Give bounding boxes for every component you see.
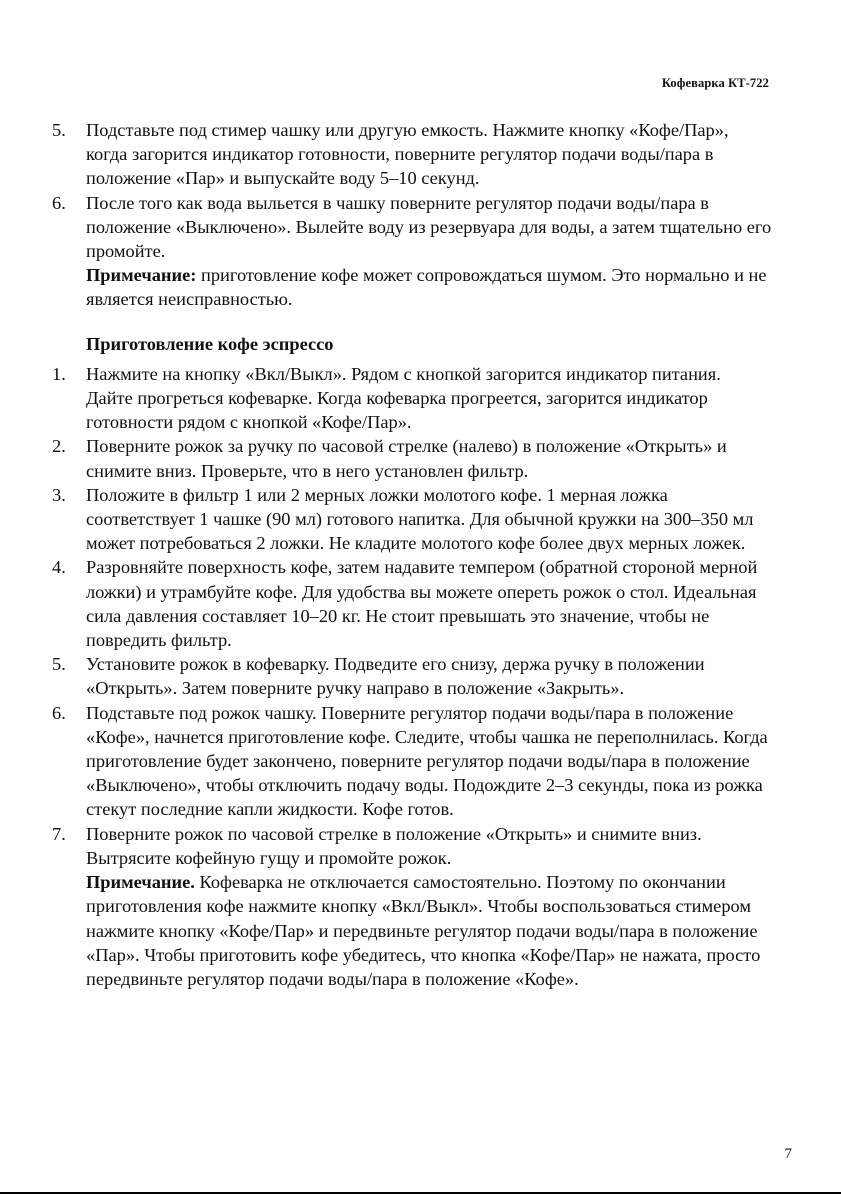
espresso-steps-list	[52, 362, 772, 870]
list-item-number: 5.	[52, 120, 66, 140]
instructions-list-continued	[52, 118, 772, 263]
note-label: Примечание.	[86, 872, 195, 893]
note-text: Кофеварка не отключается самостоятельно. Поэтому по окончании приготовления кофе нажмите кнопку «Вкл/Выкл». Чтобы воспользоваться стимером нажмите кнопку «Кофе/Пар» и передвиньте регулятор подачи воды/пара в положение «Пар». Чтобы приготовить кофе убедитесь, что кнопка «Кофе/Пар» не нажата, просто передвиньте регулятор подачи воды/пара в положение «Кофе».	[86, 872, 761, 989]
section-heading: Приготовление кофе эспрессо	[86, 333, 334, 354]
note-label: Примечание:	[86, 265, 197, 286]
list-item-text: Установите рожок в кофеварку. Подведите его снизу, держа ручку в положении «Открыть». Затем поверните ручку направо в положение «Закрыть».	[86, 654, 705, 699]
list-item-text: После того как вода выльется в чашку поверните регулятор подачи воды/пара в положение «Выключено». Вылейте воду из резервуара для воды, а затем тщательно его промойте.	[86, 192, 772, 262]
list-item	[52, 434, 772, 482]
list-item	[52, 362, 772, 435]
running-header: Кофеварка КТ-722	[661, 76, 769, 90]
note-paragraph	[52, 870, 772, 991]
list-item-text: Поверните рожок за ручку по часовой стрелке (налево) в положение «Открыть» и снимите вниз. Проверьте, что в него установлен фильтр.	[86, 436, 727, 481]
page-content	[52, 118, 772, 991]
list-item-text: Положите в фильтр 1 или 2 мерных ложки молотого кофе. 1 мерная ложка соответствует 1 чашке (90 мл) готового напитка. Для обычной кружки на 300–350 мл может потребоваться 2 ложки. Не кладите молотого кофе более двух мерных ложек.	[86, 484, 754, 554]
list-item-text: Поверните рожок по часовой стрелке в положение «Открыть» и снимите вниз. Вытрясите кофейную гущу и промойте рожок.	[86, 823, 702, 868]
page-number: 7	[784, 1146, 792, 1162]
list-item	[52, 652, 772, 700]
list-item-number: 7.	[52, 823, 66, 844]
list-item-text: Подставьте под рожок чашку. Поверните регулятор подачи воды/пара в положение «Кофе», начнется приготовление кофе. Следите, чтобы чашка не переполнилась. Когда приготовление будет закончено, поверните регулятор подачи воды/пара в положение «Выключено», чтобы отключить подачу воды. Подождите 2–3 секунды, пока из рожка стекут последние капли жидкости. Кофе готов.	[86, 702, 768, 820]
list-item-number: 5.	[52, 654, 66, 675]
list-item-number: 3.	[52, 484, 66, 505]
list-item	[52, 483, 772, 556]
list-item-number: 4.	[52, 557, 66, 578]
list-item-number: 6.	[52, 192, 66, 213]
list-item-number: 2.	[52, 436, 66, 457]
list-item-number: 1.	[52, 363, 66, 384]
list-item	[52, 191, 772, 264]
list-item-text: Разровняйте поверхность кофе, затем надавите темпером (обратной стороной мерной ложки) и утрамбуйте кофе. Для удобства вы можете опереть рожок о стол. Идеальная сила давления составляет 10–20 кг. Не стоит превышать это значение, чтобы не повредить фильтр.	[86, 557, 758, 651]
list-item	[52, 822, 772, 870]
list-item	[52, 118, 772, 191]
note-paragraph	[52, 263, 772, 311]
list-item-text: Нажмите на кнопку «Вкл/Выкл». Рядом с кнопкой загорится индикатор питания. Дайте прогреться кофеварке. Когда кофеварка прогреется, загорится индикатор готовности рядом с кнопкой «Кофе/Пар».	[86, 363, 721, 433]
note-text: приготовление кофе может сопровождаться шумом. Это нормально и не является неисправностью.	[86, 265, 767, 310]
list-item	[52, 701, 772, 822]
list-item	[52, 555, 772, 652]
list-item-number: 6.	[52, 702, 66, 723]
list-item-text: Подставьте под стимер чашку или другую емкость. Нажмите кнопку «Кофе/Пар», когда загорится индикатор готовности, поверните регулятор подачи воды/пара в положение «Пар» и выпускайте воду 5–10 секунд.	[86, 120, 729, 189]
